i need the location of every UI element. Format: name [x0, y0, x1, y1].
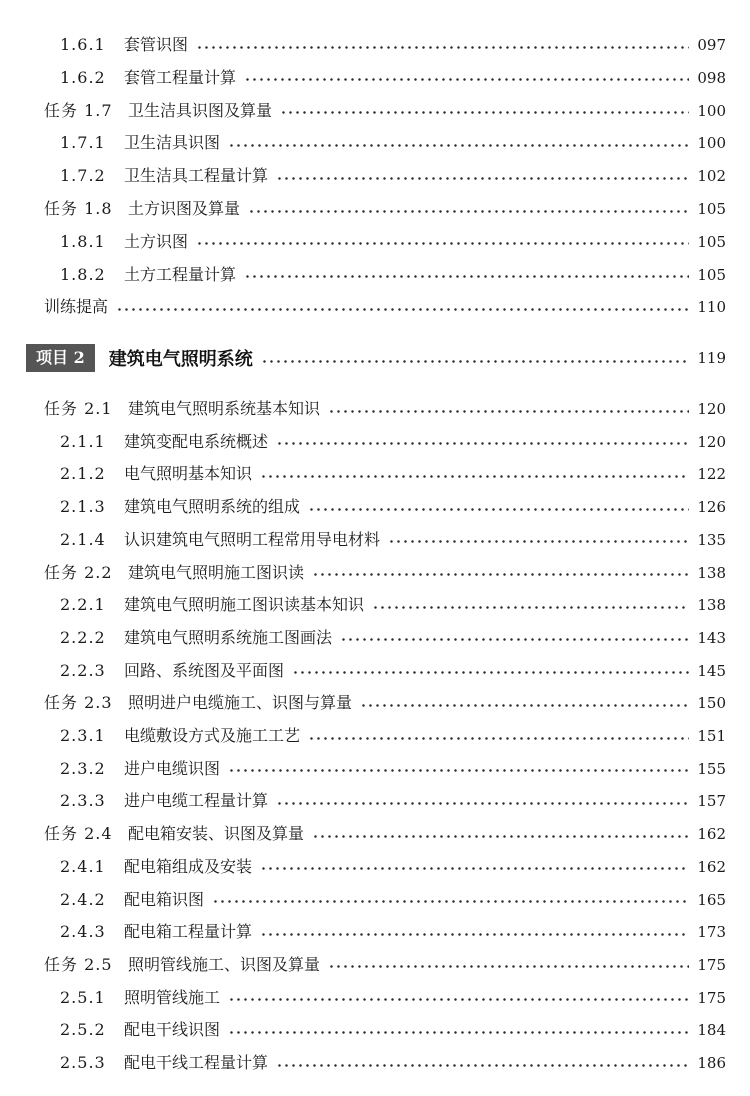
- entry-number: 2.2.2: [60, 627, 106, 647]
- entry-title: 配电箱识图: [124, 889, 205, 909]
- page-number: 175: [697, 955, 726, 974]
- toc-subsection-entry[interactable]: [0, 31, 750, 59]
- toc-subsection-entry[interactable]: [0, 1049, 750, 1077]
- toc-subsection-entry[interactable]: [0, 624, 750, 652]
- toc-task-entry[interactable]: [0, 97, 750, 125]
- entry-title: 建筑变配电系统概述: [124, 431, 269, 451]
- toc-subsection-entry[interactable]: [0, 526, 750, 554]
- entry-number: 2.1.3: [60, 497, 106, 517]
- entry-title: 配电箱安装、识图及算量: [128, 824, 305, 844]
- page-number: 173: [697, 923, 726, 942]
- page-number: 119: [697, 349, 726, 367]
- dot-leader: [276, 442, 689, 445]
- entry-title: 进户电缆工程量计算: [124, 791, 269, 811]
- dot-leader: [312, 835, 689, 838]
- toc-subsection-entry[interactable]: [0, 591, 750, 619]
- page-number: 165: [697, 890, 726, 909]
- page-number: 126: [697, 498, 726, 517]
- dot-leader: [212, 900, 689, 903]
- toc-subsection-entry[interactable]: [0, 918, 750, 946]
- entry-number: 2.3.3: [60, 791, 106, 811]
- dot-leader: [360, 704, 689, 707]
- page-number: 157: [697, 792, 726, 811]
- entry-number: 2.4.2: [60, 889, 106, 909]
- toc-subsection-entry[interactable]: [0, 129, 750, 157]
- page-number: 162: [697, 857, 726, 876]
- page-number: 110: [697, 298, 726, 317]
- entry-number: 2.3.1: [60, 726, 106, 745]
- entry-number: 2.4.1: [60, 856, 106, 876]
- page-number: 098: [697, 68, 726, 87]
- dot-leader: [292, 671, 689, 674]
- entry-number: 2.2.3: [60, 660, 106, 680]
- toc-subsection-entry[interactable]: [0, 460, 750, 488]
- entry-title: 建筑电气照明系统基本知识: [128, 399, 321, 418]
- entry-title: 照明管线施工: [124, 987, 221, 1007]
- page-number: 105: [697, 232, 726, 251]
- dot-leader: [328, 410, 689, 413]
- entry-number: 2.1.2: [60, 464, 106, 484]
- entry-number: 任务 1.7: [44, 100, 113, 120]
- entry-number: 任务 2.5: [44, 954, 113, 974]
- toc-subsection-entry[interactable]: [0, 493, 750, 521]
- entry-title: 土方识图: [124, 231, 189, 251]
- toc-task-entry[interactable]: [0, 395, 750, 423]
- toc-subsection-entry[interactable]: [0, 428, 750, 456]
- page-number: 135: [697, 530, 726, 549]
- page-number: 100: [697, 134, 726, 153]
- entry-number: 2.3.2: [60, 758, 106, 778]
- entry-title: 电缆敷设方式及施工工艺: [124, 726, 301, 745]
- dot-leader: [308, 737, 689, 740]
- dot-leader: [116, 308, 689, 311]
- entry-number: 1.8.1: [60, 231, 106, 251]
- entry-number: 任务 2.2: [44, 562, 113, 582]
- page-number: 143: [697, 628, 726, 647]
- dot-leader: [276, 177, 689, 180]
- toc-subsection-entry[interactable]: [0, 755, 750, 783]
- entry-title: 卫生洁具识图: [124, 133, 221, 153]
- entry-number: 2.5.3: [60, 1053, 106, 1072]
- entry-title: 卫生洁具工程量计算: [124, 166, 269, 186]
- entry-number: 2.1.4: [60, 529, 106, 549]
- project-badge: 项目 2: [26, 344, 95, 372]
- page-number: 100: [697, 101, 726, 120]
- dot-leader: [260, 933, 689, 936]
- entry-number: 任务 2.4: [44, 824, 113, 844]
- entry-number: 2.4.3: [60, 922, 106, 942]
- dot-leader: [228, 769, 689, 772]
- toc-task-entry[interactable]: [0, 951, 750, 979]
- toc-subsection-entry[interactable]: [0, 787, 750, 815]
- toc-task-entry[interactable]: [0, 689, 750, 717]
- dot-leader: [196, 242, 689, 245]
- page-number: 151: [697, 727, 726, 745]
- dot-leader: [388, 540, 689, 543]
- page-number: 138: [697, 563, 726, 582]
- entry-title: 套管识图: [124, 35, 189, 54]
- entry-number: 2.5.2: [60, 1020, 106, 1040]
- entry-title: 配电箱组成及安装: [124, 856, 253, 876]
- entry-title: 配电箱工程量计算: [124, 922, 253, 942]
- entry-number: 任务 1.8: [44, 199, 113, 218]
- dot-leader: [228, 998, 689, 1001]
- entry-title: 建筑电气照明施工图识读基本知识: [124, 595, 365, 615]
- entry-title: 卫生洁具识图及算量: [128, 100, 273, 120]
- page-number: 120: [697, 432, 726, 451]
- dot-leader: [308, 508, 689, 511]
- toc-section-entry[interactable]: [0, 293, 750, 321]
- toc-task-entry[interactable]: [0, 195, 750, 223]
- page-number: 138: [697, 596, 726, 615]
- toc-subsection-entry[interactable]: [0, 228, 750, 256]
- page-number: 162: [697, 825, 726, 844]
- entry-title: 照明进户电缆施工、识图与算量: [128, 693, 353, 713]
- entry-number: 1.6.2: [60, 67, 106, 87]
- dot-leader: [260, 867, 689, 870]
- entry-title: 认识建筑电气照明工程常用导电材料: [124, 529, 381, 549]
- entry-title: 土方识图及算量: [128, 199, 241, 218]
- entry-title: 建筑电气照明系统施工图画法: [124, 627, 333, 647]
- page-number: 097: [697, 36, 726, 54]
- dot-leader: [228, 1031, 689, 1034]
- dot-leader: [244, 275, 689, 278]
- entry-title: 建筑电气照明施工图识读: [128, 562, 305, 582]
- toc-subsection-entry[interactable]: [0, 162, 750, 190]
- dot-leader: [312, 573, 689, 576]
- dot-leader: [280, 111, 689, 114]
- toc-task-entry[interactable]: [0, 559, 750, 587]
- entry-number: 2.5.1: [60, 987, 106, 1007]
- entry-title: 配电干线识图: [124, 1020, 221, 1040]
- toc-subsection-entry[interactable]: [0, 1016, 750, 1044]
- entry-number: 1.7.1: [60, 133, 106, 153]
- dot-leader: [228, 144, 689, 147]
- page-number: 155: [697, 759, 726, 778]
- entry-title: 配电干线工程量计算: [124, 1053, 269, 1072]
- toc-subsection-entry[interactable]: [0, 984, 750, 1012]
- entry-number: 任务 2.3: [44, 693, 113, 713]
- entry-number: 2.2.1: [60, 595, 106, 615]
- toc-subsection-entry[interactable]: [0, 64, 750, 92]
- toc-subsection-entry[interactable]: [0, 722, 750, 750]
- entry-title: 建筑电气照明系统的组成: [124, 497, 301, 517]
- toc-subsection-entry[interactable]: [0, 657, 750, 685]
- dot-leader: [248, 210, 689, 213]
- dot-leader: [276, 1064, 689, 1067]
- entry-title: 照明管线施工、识图及算量: [128, 954, 321, 974]
- entry-number: 1.7.2: [60, 166, 106, 186]
- dot-leader: [328, 965, 689, 968]
- entry-title: 套管工程量计算: [124, 67, 237, 87]
- entry-number: 1.6.1: [60, 35, 106, 54]
- page-number: 105: [697, 200, 726, 218]
- entry-title: 土方工程量计算: [124, 264, 237, 284]
- dot-leader: [276, 802, 689, 805]
- entry-title: 回路、系统图及平面图: [124, 660, 285, 680]
- toc-subsection-entry[interactable]: [0, 261, 750, 289]
- entry-title: 训练提高: [44, 297, 109, 317]
- toc-task-entry[interactable]: [0, 820, 750, 848]
- page-number: 120: [697, 400, 726, 418]
- dot-leader: [196, 46, 689, 49]
- project-title: 建筑电气照明系统: [108, 349, 253, 370]
- entry-number: 任务 2.1: [44, 399, 113, 418]
- entry-number: 2.1.1: [60, 431, 106, 451]
- entry-number: 1.8.2: [60, 264, 106, 284]
- dot-leader: [244, 78, 689, 81]
- page-number: 150: [697, 694, 726, 713]
- page-number: 145: [697, 661, 726, 680]
- toc-subsection-entry[interactable]: [0, 886, 750, 914]
- dot-leader: [260, 475, 689, 478]
- dot-leader: [261, 360, 690, 363]
- dot-leader: [340, 638, 689, 641]
- page-number: 102: [697, 167, 726, 186]
- page-number: 175: [697, 988, 726, 1007]
- entry-title: 进户电缆识图: [124, 758, 221, 778]
- project-heading[interactable]: [0, 342, 750, 374]
- page-number: 122: [697, 465, 726, 484]
- toc-subsection-entry[interactable]: [0, 853, 750, 881]
- page-number: 105: [697, 265, 726, 284]
- page-number: 186: [697, 1054, 726, 1072]
- dot-leader: [372, 606, 689, 609]
- entry-title: 电气照明基本知识: [124, 464, 253, 484]
- page-number: 184: [697, 1021, 726, 1040]
